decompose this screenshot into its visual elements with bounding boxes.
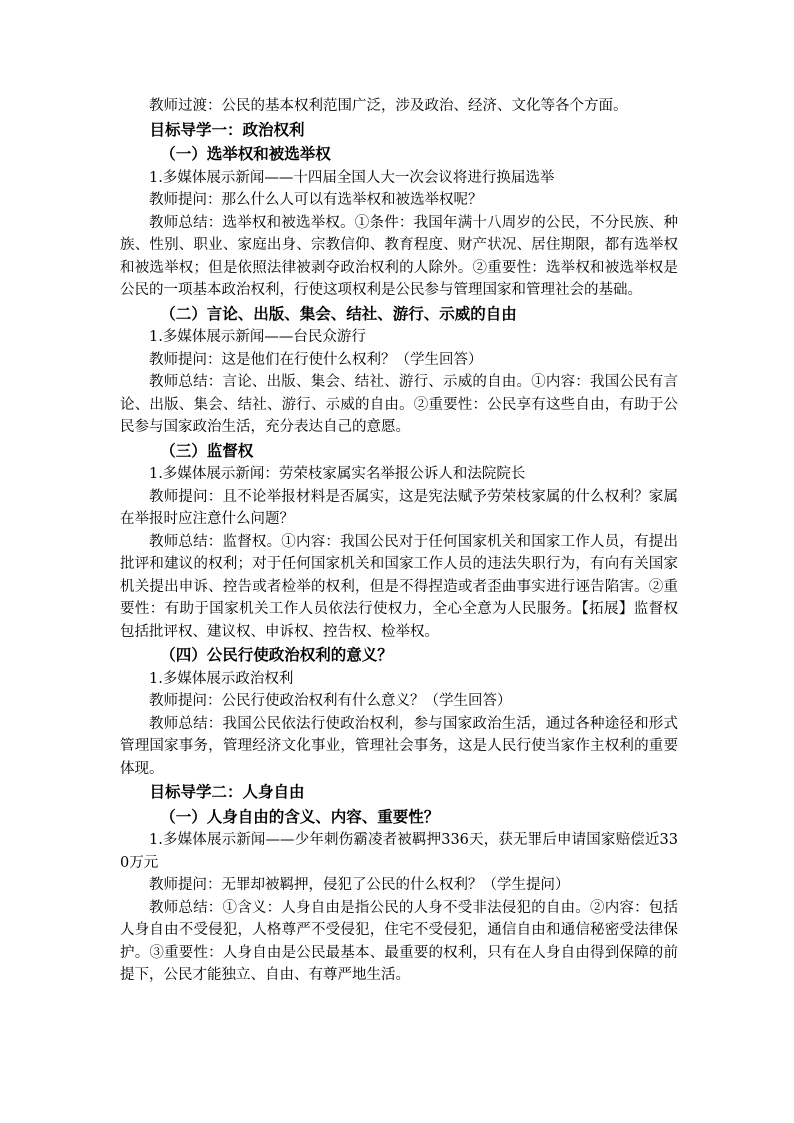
paragraph: 教师过渡：公民的基本权利范围广泛，涉及政治、经济、文化等各个方面。 (149, 98, 628, 114)
paragraph: 教师总结：①含义：人身自由是指公民的人身不受非法侵犯的自由。②内容：包括人身自由不受侵犯，人格尊严不受侵犯，住宅不受侵犯，通信自由和通信秘密受法律保护。③重要性：人身自由是公民最基本、最重要的权利，只有在人身自由得到保障的前提下，公民才能独立、自由、有尊严地生活。 (120, 899, 678, 983)
paragraph: 教师提问：这是他们在行使什么权利？（学生回答） (149, 351, 483, 368)
paragraph: 教师总结：选举权和被选举权。①条件：我国年满十八周岁的公民，不分民族、种族、性别、职业、家庭出身、宗教信仰、教育程度、财产状况、居住期限，都有选举权和被选举权；但是依照法律被剥夺政治权利的人除外。②重要性：选举权和被选举权是公民的一项基本政治权利，行使这项权利是公民参与管理国家和管理社会的基础。 (120, 214, 678, 298)
paragraph: 1.多媒体展示新闻——台民众游行 (149, 329, 366, 345)
subsection-heading: （二）言论、出版、集会、结社、游行、示威的自由 (160, 303, 517, 323)
paragraph: 教师提问：那么什么人可以有选举权和被选举权呢？ (149, 192, 483, 208)
paragraph: 1.多媒体展示新闻——十四届全国人大一次会议将进行换届选举 (149, 169, 555, 186)
section-heading: 目标导学二：人身自由 (149, 782, 305, 801)
subsection-heading: （三）监督权 (160, 440, 254, 460)
subsection-heading: （四）公民行使政治权利的意义？ (160, 645, 393, 664)
paragraph: 教师提问：且不论举报材料是否属实，这是宪法赋予劳荣枝家属的什么权利？家属在举报时应注意什么问题？ (120, 488, 678, 527)
paragraph: 教师总结：言论、出版、集会、结社、游行、示威的自由。①内容：我国公民有言论、出版、集会、结社、游行、示威的自由。②重要性：公民享有这些自由，有助于公民参与国家政治生活，充分表达自己的意愿。 (120, 374, 678, 435)
paragraph: 教师提问：无罪却被羁押，侵犯了公民的什么权利？（学生提问） (149, 877, 570, 893)
paragraph: 教师总结：监督权。①内容：我国公民对于任何国家机关和国家工作人员，有提出批评和建议的权利；对于任何国家机关和国家工作人员的违法失职行为，有向有关国家机关提出申诉、控告或者检举的权利，但是不得捏造或者歪曲事实进行诬告陷害。②重要性：有助于国家机关工作人员依法行使权力，全心全意为人民服务。【拓展】监督权包括批评权、建议权、申诉权、控告权、检举权。 (120, 533, 678, 640)
section-heading: 目标导学一：政治权利 (149, 119, 305, 139)
document-page (120, 95, 678, 987)
subsection-heading: （一）选举权和被选举权 (160, 144, 331, 163)
paragraph: 教师提问：公民行使政治权利有什么意义？（学生回答） (149, 693, 512, 709)
paragraph: 1.多媒体展示新闻：劳荣枝家属实名举报公诉人和法院院长 (149, 466, 526, 482)
paragraph: 1.多媒体展示新闻——少年刺伤霸凌者被羁押336天，获无罪后申请国家赔偿近330万元 (120, 832, 678, 871)
paragraph: 1.多媒体展示政治权利 (149, 670, 294, 687)
subsection-heading: （一）人身自由的含义、内容、重要性？ (160, 806, 440, 826)
paragraph: 教师总结：我国公民依法行使政治权利，参与国家政治生活，通过各种途径和形式管理国家事务，管理经济文化事业，管理社会事务，这是人民行使当家作主权利的重要体现。 (120, 715, 678, 777)
